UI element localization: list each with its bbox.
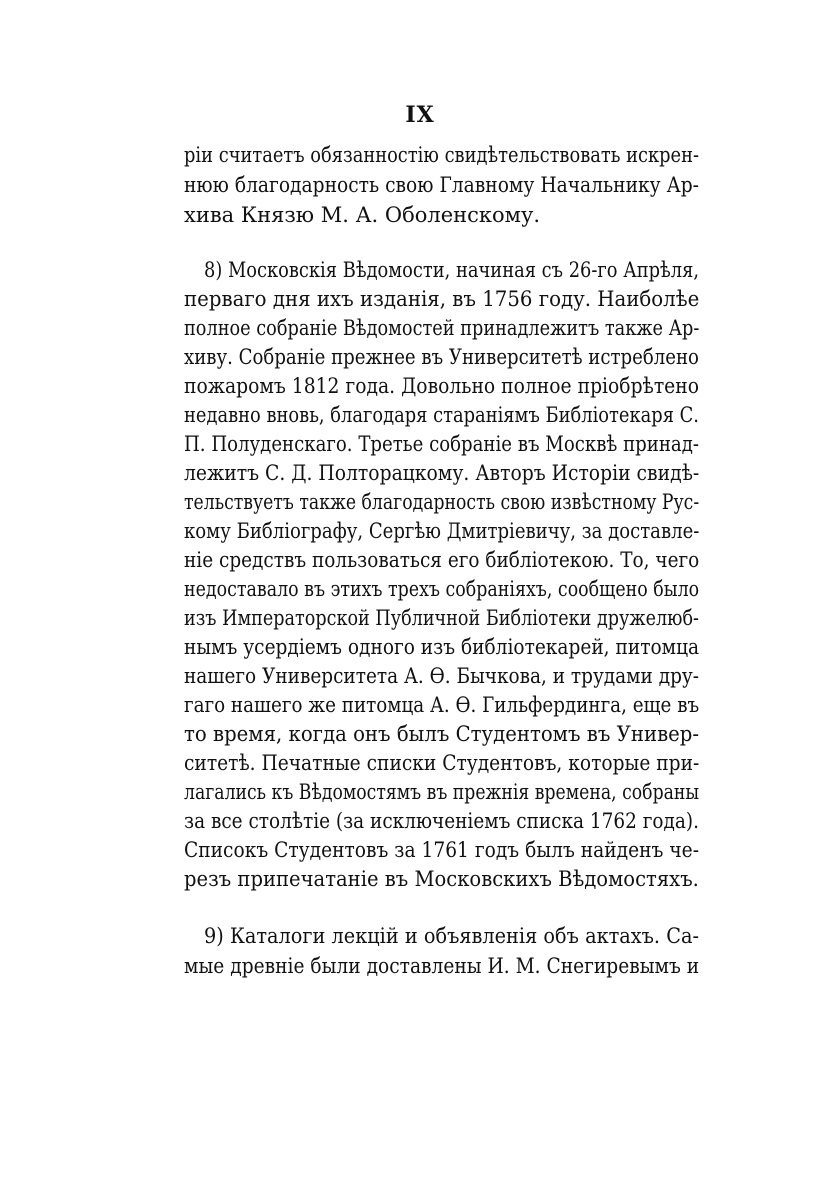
text-line: нiе средствъ пользоваться его библiотекою. То, чего	[184, 548, 700, 572]
text-line: резъ припечатанiе въ Московскихъ Вѣдомостяхъ.	[184, 867, 699, 891]
text-line: изъ Императорской Публичной Библiотеки дружелюб-	[184, 606, 700, 630]
text-line: Списокъ Студентовъ за 1761 годъ былъ найденъ че-	[184, 838, 699, 862]
text-line: нашего Университета А. Ѳ. Бычкова, и трудами дру-	[184, 664, 699, 688]
text-line: рiи считаетъ обязанностiю свидѣтельствовать искрен-	[184, 143, 699, 167]
text-line: нюю благодарность свою Главному Начальнику Ар-	[184, 173, 699, 197]
text-line: недоставало въ этихъ трехъ собранiяхъ, сообщено было	[184, 577, 700, 601]
text-line: нымъ усердiемъ одного изъ библiотекарей, питомца	[184, 635, 700, 659]
text-line: то время, когда онъ былъ Студентомъ въ Универ-	[184, 722, 700, 746]
text-line: 9) Каталоги лекцiй и объявленiя объ актахъ. Са-	[204, 924, 700, 948]
text-line: хиву. Собранiе прежнее въ Университетѣ истреблено	[184, 345, 699, 369]
text-line: лежитъ С. Д. Полторацкому. Авторъ Исторiи свидѣ-	[184, 461, 700, 485]
text-line: тельствуетъ также благодарность свою извѣстному Рус-	[184, 490, 700, 514]
page-number: IX	[405, 102, 435, 128]
text-line: перваго дня ихъ изданiя, въ 1756 году. Наиболѣе	[184, 287, 700, 311]
text-line: за все столѣтiе (за исключенiемъ списка 1762 года).	[184, 809, 699, 833]
text-line: недавно вновь, благодаря старанiямъ Библiотекаря С.	[184, 403, 699, 427]
text-line: гаго нашего же питомца А. Ѳ. Гильфердинга, еще въ	[184, 693, 700, 717]
text-line: 8) Московскiя Вѣдомости, начиная съ 26-го Апрѣля,	[204, 258, 700, 282]
text-line: кому Библiографу, Сергѣю Дмитрiевичу, за доставле-	[184, 519, 700, 543]
text-line: хива Князю М. А. Оболенскому.	[184, 203, 541, 227]
text-line: лагались къ Вѣдомостямъ въ прежнiя времена, собраны	[184, 780, 700, 804]
text-line: пожаромъ 1812 года. Довольно полное прiобрѣтено	[184, 374, 699, 398]
text-line: полное собранiе Вѣдомостей принадлежитъ также Ар-	[184, 316, 700, 340]
text-line: П. Полуденскаго. Третье собранiе въ Москвѣ принад-	[184, 432, 699, 456]
text-line: ситетѣ. Печатные списки Студентовъ, которые при-	[184, 751, 700, 775]
text-line: мые древнiе были доставлены И. М. Снегиревымъ и	[184, 954, 700, 978]
